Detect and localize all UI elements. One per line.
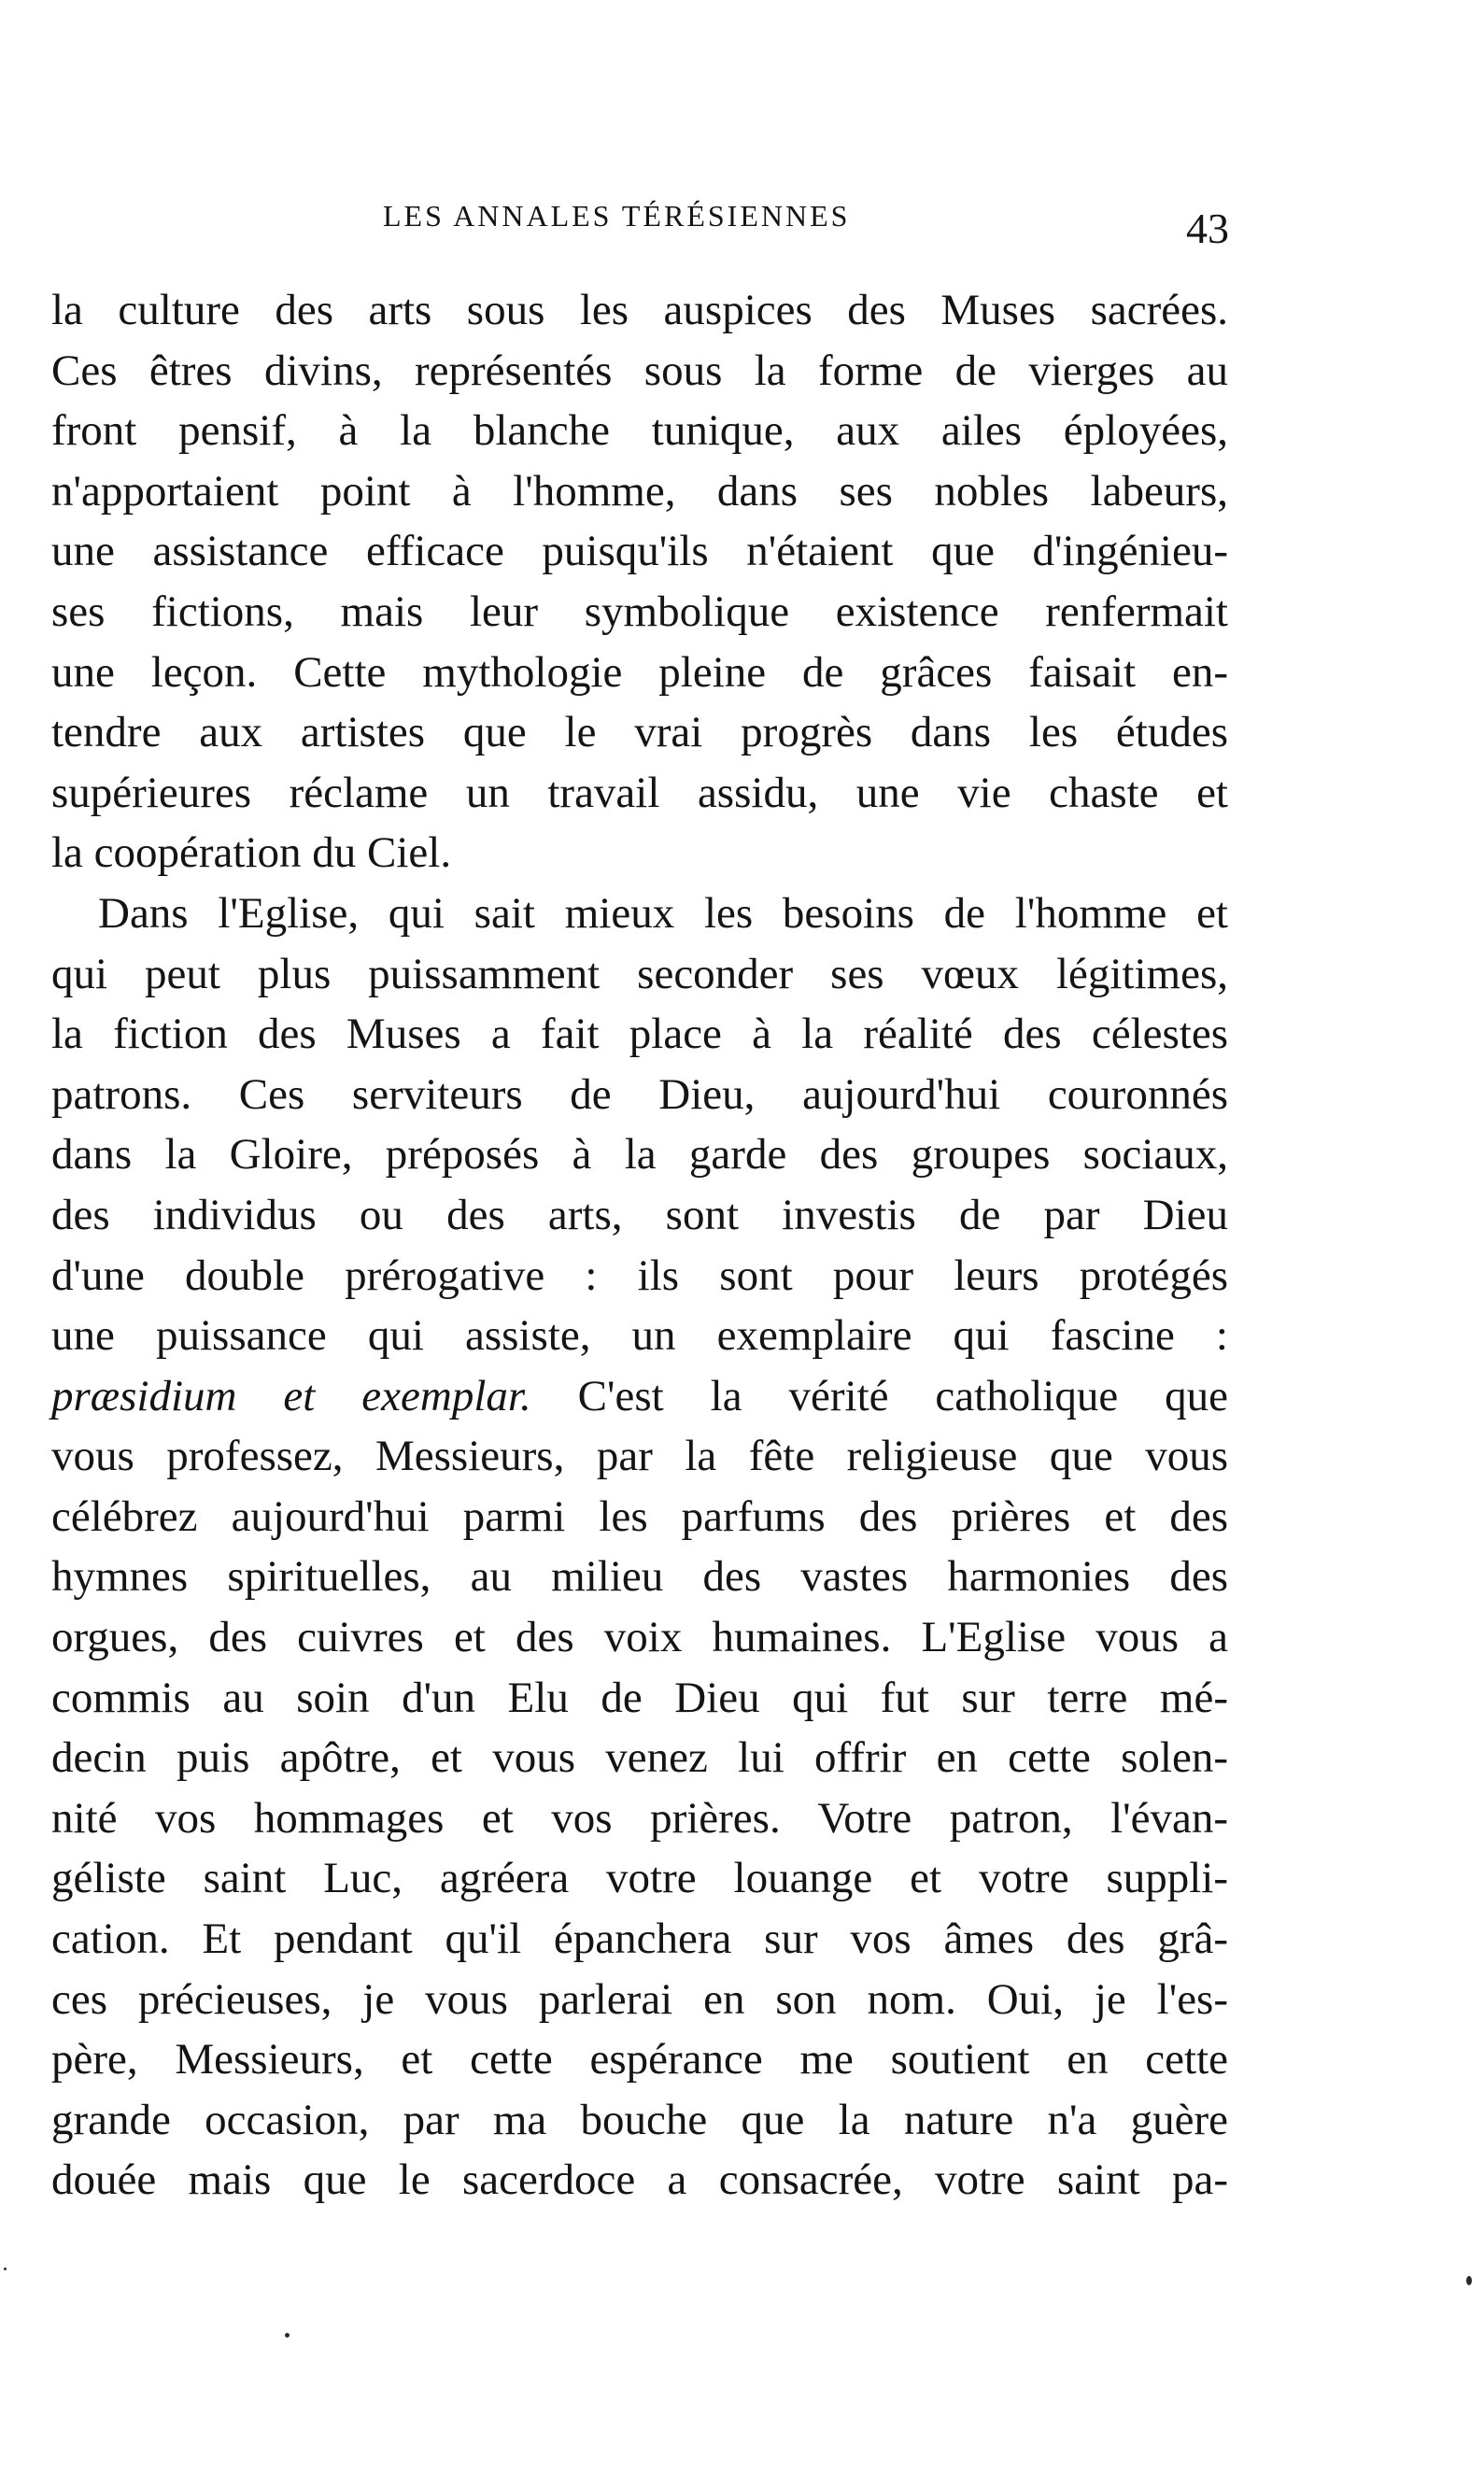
text-line: dans la Gloire, préposés à la garde des groupes sociaux, [51, 1130, 1228, 1180]
text-line: qui peut plus puissamment seconder ses vœux légitimes, [51, 949, 1228, 998]
text-line: hymnes spirituelles, au milieu des vastes harmonies des [51, 1552, 1228, 1602]
text-line: decin puis apôtre, et vous venez lui offrir en cette solen- [51, 1733, 1228, 1783]
text-line: géliste saint Luc, agréera votre louange et votre suppli- [51, 1854, 1228, 1903]
text-line: la culture des arts sous les auspices des Muses sacrées. [51, 286, 1228, 334]
text-line: une assistance efficace puisqu'ils n'étaient que d'ingénieu- [51, 527, 1228, 576]
paragraph-start-line: Dans l'Eglise, qui sait mieux les besoins de l'homme et [98, 888, 1228, 938]
page-number: 43 [1186, 205, 1229, 252]
text-line-latin [51, 1366, 1228, 1427]
text-line-rest: C'est la vérité catholique que [530, 1371, 1228, 1420]
text-line: célébrez aujourd'hui parmi les parfums des prières et des [51, 1491, 1228, 1541]
text-line: orgues, des cuivres et des voix humaines. L'Eglise vous a [51, 1613, 1228, 1662]
text-line: la coopération du Ciel. [51, 828, 452, 878]
ink-speck [285, 2333, 290, 2338]
running-title: LES ANNALES TÉRÉSIENNES [383, 199, 851, 233]
text-line: une puissance qui assiste, un exemplaire qui fascine : [51, 1311, 1228, 1361]
text-line: front pensif, à la blanche tunique, aux ailes éployées, [51, 406, 1228, 456]
text-line: douée mais que le sacerdoce a consacrée, votre saint pa- [51, 2155, 1228, 2205]
body-text [51, 280, 1228, 2211]
text-line: vous professez, Messieurs, par la fête religieuse que vous [51, 1432, 1228, 1481]
ink-speck [4, 2268, 7, 2270]
text-line: n'apportaient point à l'homme, dans ses nobles labeurs, [51, 466, 1228, 516]
text-line: ces précieuses, je vous parlerai en son nom. Oui, je l'es- [51, 1974, 1228, 2024]
text-line: grande occasion, par ma bouche que la nature n'a guère [51, 2095, 1228, 2144]
text-line: cation. Et pendant qu'il épanchera sur vos âmes des grâ- [51, 1915, 1228, 1964]
text-line: tendre aux artistes que le vrai progrès dans les études [51, 708, 1228, 757]
text-line: la fiction des Muses a fait place à la réalité des célestes [51, 1010, 1228, 1059]
ink-speck [1466, 2276, 1472, 2285]
latin-phrase: præsidium et exemplar. [51, 1371, 531, 1420]
text-line: nité vos hommages et vos prières. Votre patron, l'évan- [51, 1793, 1228, 1843]
text-line: une leçon. Cette mythologie pleine de grâces faisait en- [51, 647, 1228, 697]
text-line: des individus ou des arts, sont investis de par Dieu [51, 1190, 1228, 1239]
text-line: patrons. Ces serviteurs de Dieu, aujourd'hui couronnés [51, 1069, 1228, 1119]
text-line: commis au soin d'un Elu de Dieu qui fut sur terre mé- [51, 1673, 1228, 1722]
text-line: ses fictions, mais leur symbolique existence renfermait [51, 586, 1228, 636]
text-line: père, Messieurs, et cette espérance me soutient en cette [51, 2035, 1228, 2084]
text-line: supérieures réclame un travail assidu, une vie chaste et [51, 768, 1228, 817]
text-line: Ces êtres divins, représentés sous la forme de vierges au [51, 346, 1228, 395]
text-line: d'une double prérogative : ils sont pour leurs protégés [51, 1251, 1228, 1300]
